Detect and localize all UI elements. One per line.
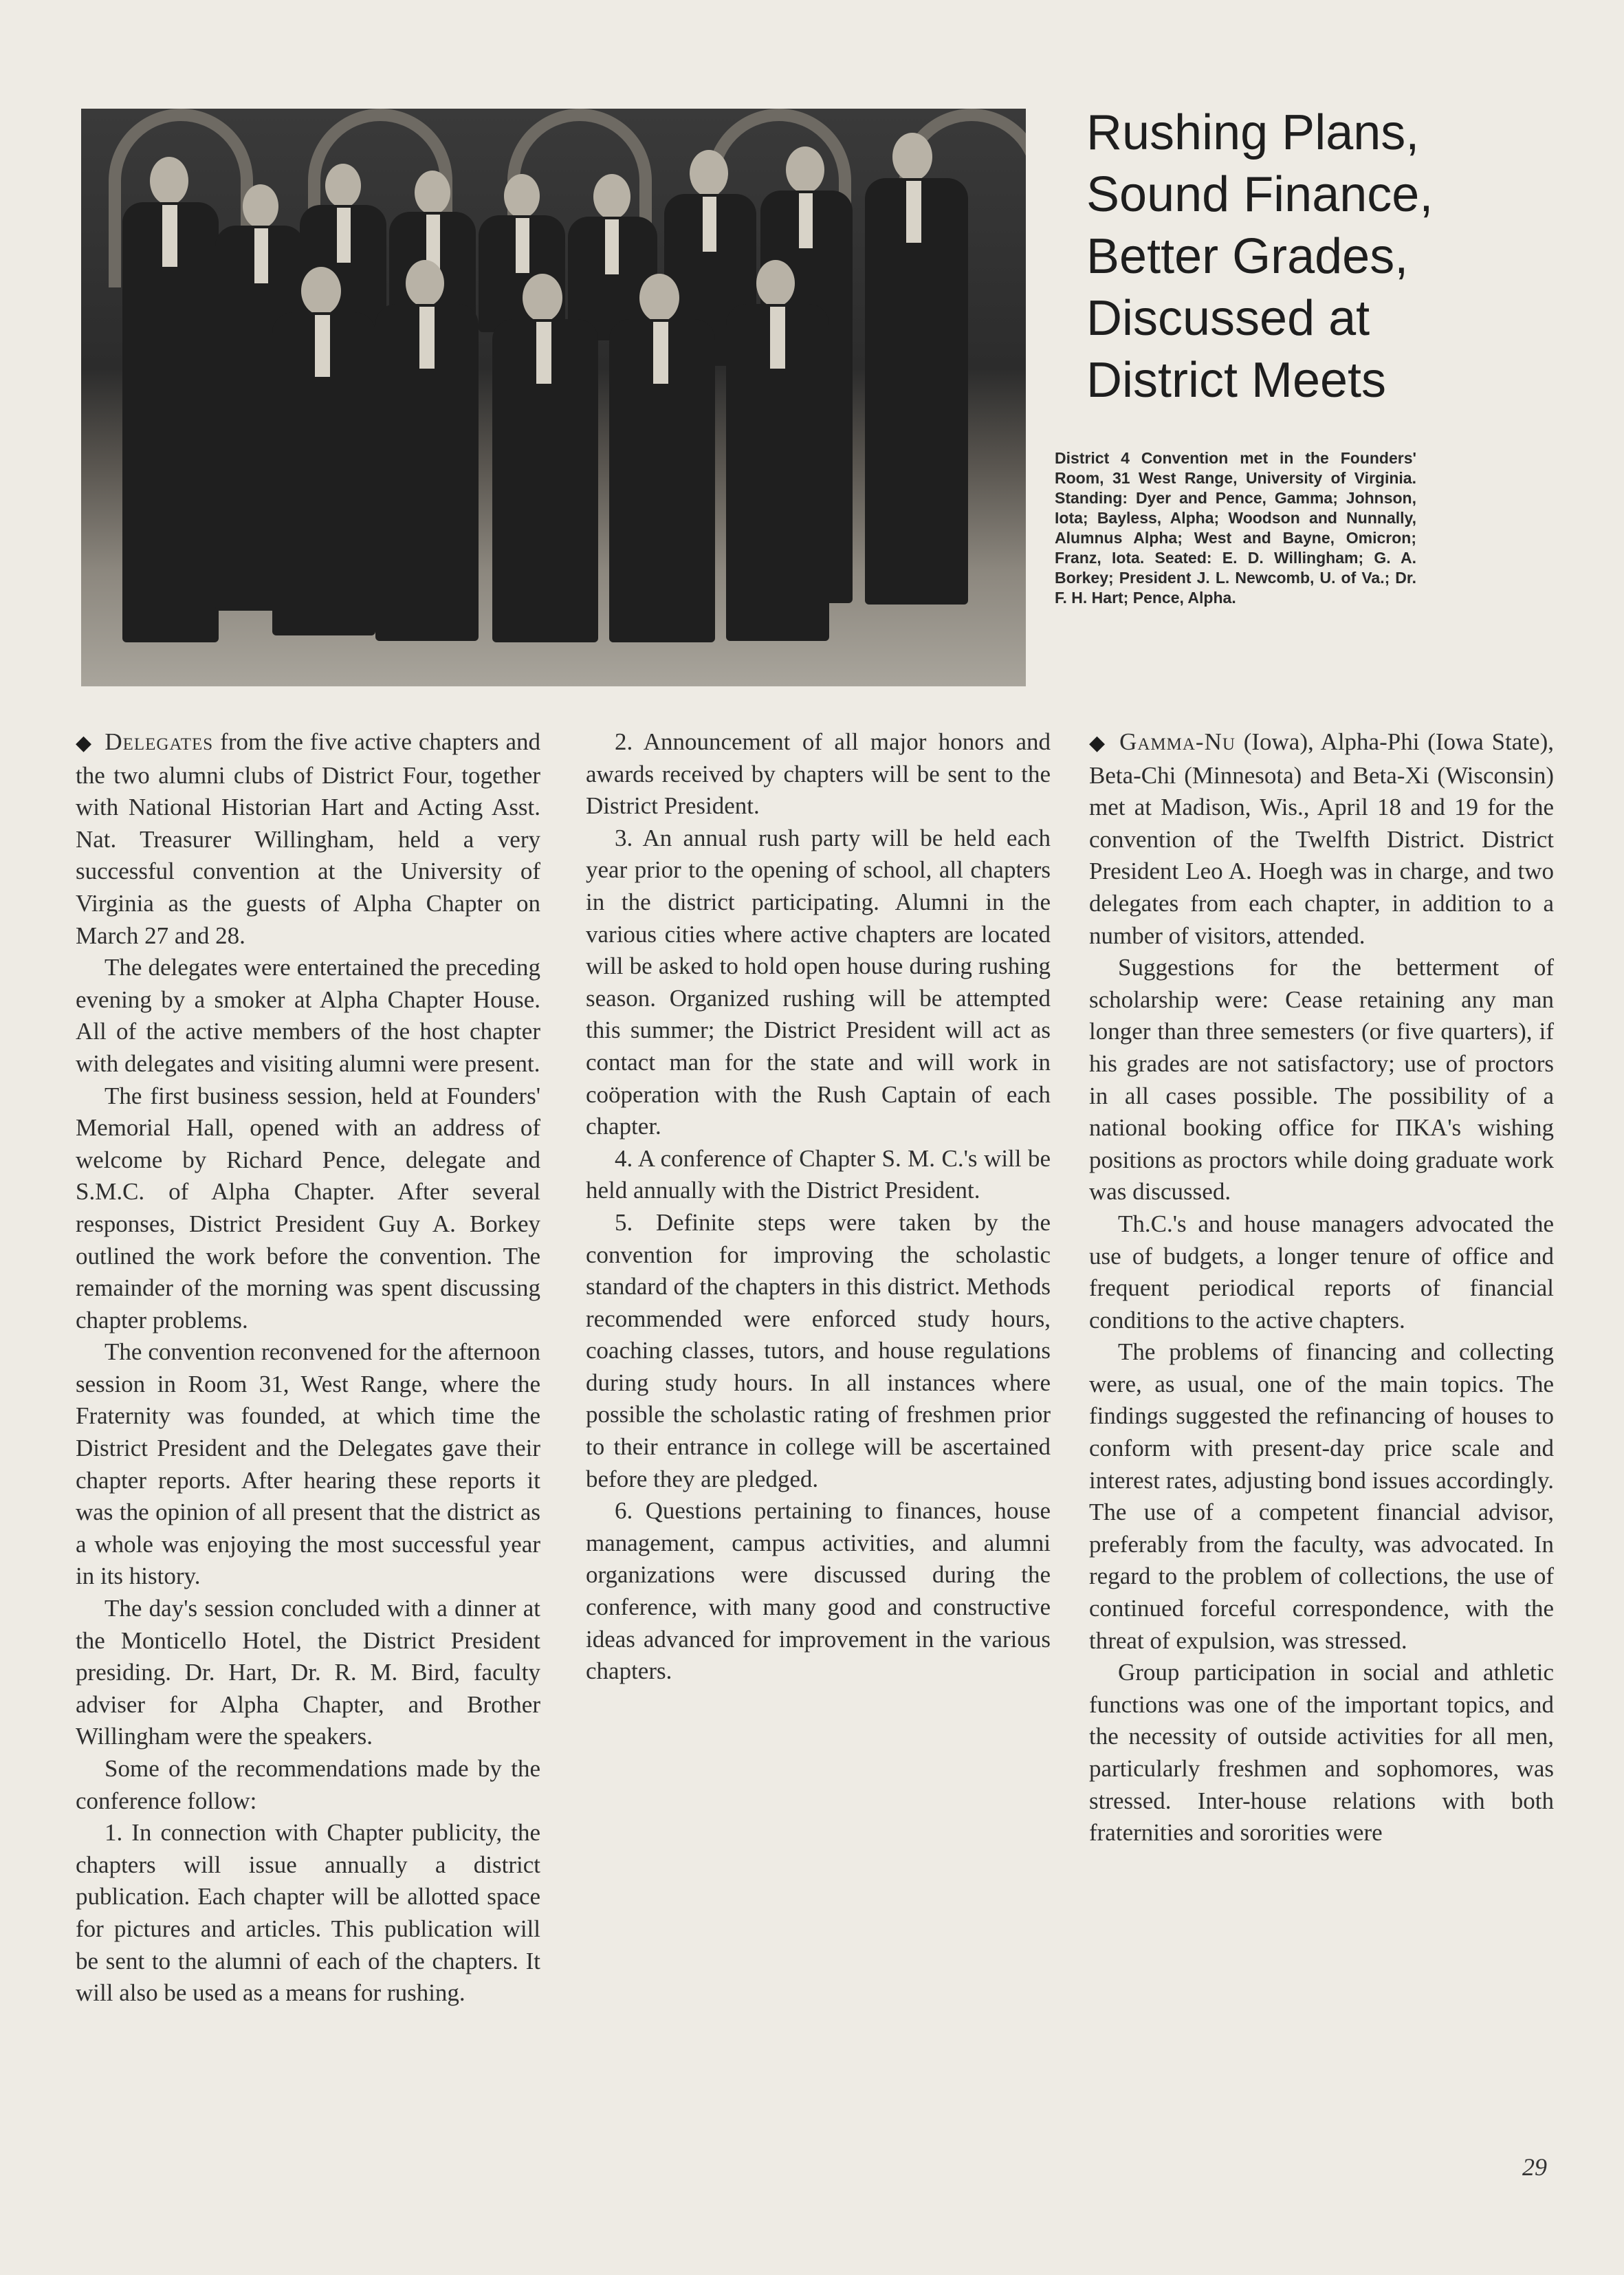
text-column-3 [1089, 726, 1554, 1849]
paragraph: The first business session, held at Founders' Memorial Hall, opened with an address of welcome by Richard Pence, delegate and S.M.C. of Alpha Chapter. After several responses, District President Guy A. Borkey outlined the work before the convention. The remainder of the morning was spent discussing chapter problems. [76, 1082, 540, 1334]
paragraph: The problems of financing and collecting were, as usual, one of the main topics. The findings suggested the refinancing of houses to conform with present-day price scale and interest rates, adjusting bond issues accordingly. The use of a competent financial advisor, preferably from the faculty, was advocated. In regard to the problem of collections, the use of continued forceful correspondence, with the threat of expulsion, was stressed. [1089, 1338, 1554, 1654]
paragraph: The day's session concluded with a dinner at the Monticello Hotel, the District President presiding. Dr. Hart, Dr. R. M. Bird, faculty adviser for Alpha Chapter, and Brother Willingham were the speakers. [76, 1595, 540, 1750]
paragraph: Some of the recommendations made by the conference follow: [76, 1755, 540, 1814]
headline-line: Rushing Plans, [1086, 105, 1420, 160]
lead-text: from the five active chapters and the two alumni clubs of District Four, together with National Historian Hart and Acting Asst. Nat. Treasurer Willingham, held a very successful convention at the University of Virginia as the guests of Alpha Chapter on March 27 and 28. [76, 728, 540, 949]
paragraph: 6. Questions pertaining to finances, house management, campus activities, and alumni organizations were discussed during the conference, with many good and constructive ideas advanced for improvement in the various chapters. [586, 1497, 1051, 1685]
text-column-1 [76, 726, 540, 2010]
paragraph: Group participation in social and athletic functions was one of the important topics, and the necessity of outside activities for all men, particularly freshmen and sophomores, was stressed. Inter-house relations with both fraternities and sororities were [1089, 1659, 1554, 1847]
headline-line: Discussed at [1086, 291, 1370, 346]
lead-paragraph [1089, 726, 1554, 952]
paragraph: 4. A conference of Chapter S. M. C.'s will be held annually with the District President. [586, 1144, 1051, 1204]
group-photograph [81, 109, 1026, 686]
paragraph: 1. In connection with Chapter publicity, the chapters will issue annually a district publication. Each chapter will be allotted space for pictures and articles. This publication will be sent to the alumni of each of the chapters. It will also be used as a means for rushing. [76, 1819, 540, 2007]
page-number: 29 [1522, 2153, 1547, 2181]
text-column-2 [586, 726, 1051, 1688]
article-headline [1086, 102, 1581, 411]
diamond-bullet-icon: ◆ [1089, 732, 1108, 754]
paragraph: The delegates were entertained the preceding evening by a smoker at Alpha Chapter House. All of the active members of the host chapter with delegates and visiting alumni were present. [76, 954, 540, 1077]
paragraph: Th.C.'s and house managers advocated the use of budgets, a longer tenure of office and frequent periodical reports of financial conditions to the active chapters. [1089, 1210, 1554, 1334]
paragraph: The convention reconvened for the afternoon session in Room 31, West Range, where the Fraternity was founded, at which time the District President and the Delegates gave their chapter reports. After hearing these reports it was the opinion of all present that the district as a whole was enjoying the most successful year in its history. [76, 1338, 540, 1590]
lead-text: (Iowa), Alpha-Phi (Iowa State), Beta-Chi (Minnesota) and Beta-Xi (Wisconsin) met at Madison, Wis., April 18 and 19 for the convention of the Twelfth District. District President Leo A. Hoegh was in charge, and two delegates from each chapter, in addition to a number of visitors, attended. [1089, 728, 1554, 949]
headline-line: District Meets [1086, 353, 1387, 408]
headline-line: Sound Finance, [1086, 167, 1434, 222]
paragraph: Suggestions for the betterment of scholarship were: Cease retaining any man longer than three semesters (or five quarters), if his grades are not satisfactory; use of proctors in all cases possible. The possibility of a national booking office for ΠΚΑ's wishing positions as proctors while doing graduate work was discussed. [1089, 954, 1554, 1206]
paragraph: 3. An annual rush party will be held each year prior to the opening of school, all chapters in the district participating. Alumni in the various cities where active chapters are located will be asked to hold open house during rushing season. Organized rushing will be attempted this summer; the District President will act as contact man for the state and will work in coöperation with the Rush Captain of each chapter. [586, 824, 1051, 1140]
lead-word: Gamma-Nu [1119, 728, 1236, 755]
paragraph: 5. Definite steps were taken by the convention for improving the scholastic standard of the chapters in this district. Methods recommended were enforced study hours, coaching classes, tutors, and house regulations during study hours. In all instances where possible the scholastic rating of freshmen prior to their entrance in college will be ascertained before they are pledged. [586, 1208, 1051, 1492]
headline-line: Better Grades, [1086, 229, 1409, 284]
paragraph: 2. Announcement of all major honors and awards received by chapters will be sent to the District President. [586, 728, 1051, 820]
lead-paragraph [76, 726, 540, 952]
diamond-bullet-icon: ◆ [76, 732, 93, 754]
lead-word: Delegates [105, 728, 214, 755]
photo-caption: District 4 Convention met in the Founders' Room, 31 West Range, University of Virginia. Standing: Dyer and Pence, Gamma; Johnson, Iota; Bayless, Alpha; Woodson and Nunnally, Alumnus Alpha; West and Bayne, Omicron; Franz, Iota. Seated: E. D. Willingham; G. A. Borkey; President J. L. Newcomb, U. of Va.; Dr. F. H. Hart; Pence, Alpha. [1055, 449, 1416, 607]
